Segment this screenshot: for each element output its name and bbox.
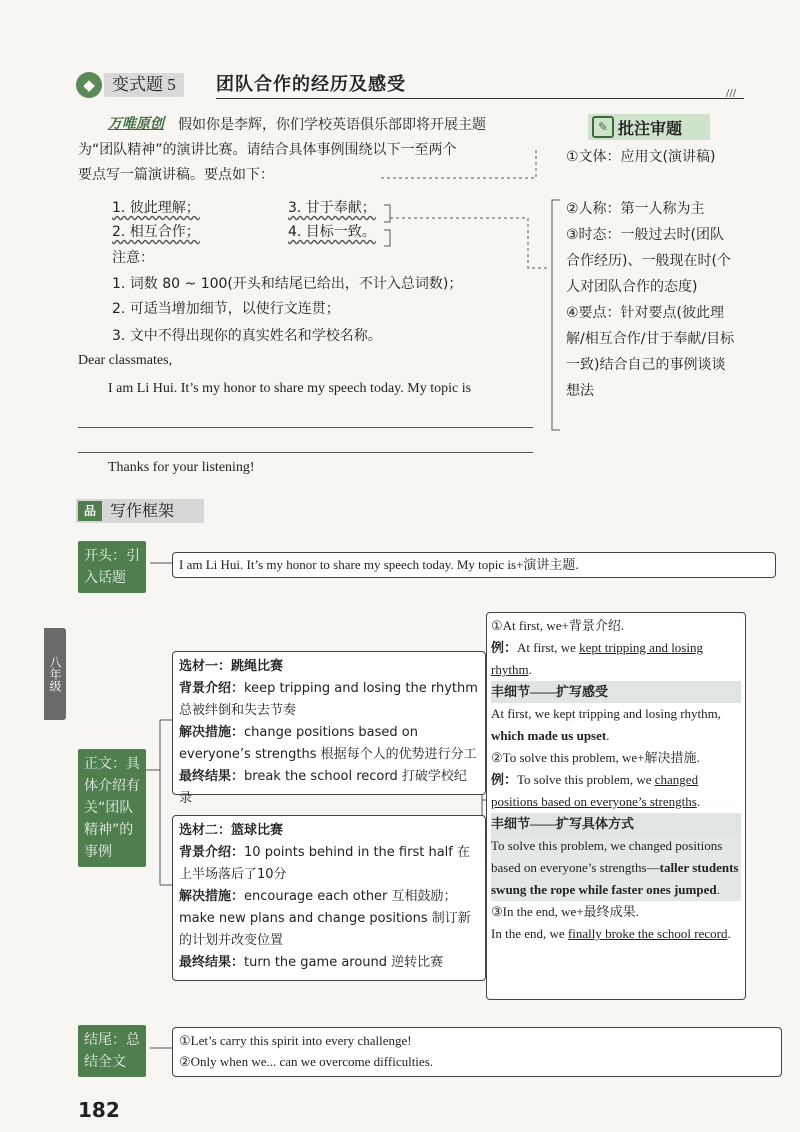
expanded-2-b: taller students swung the rope while faster ones jumped (491, 860, 739, 897)
material-2-title: 选材二：篮球比赛 (179, 823, 284, 838)
point-3: 3. 甘于奉献； (288, 200, 376, 216)
expanded-2-a: To solve this problem, we changed positions based on everyone’s strengths— (491, 838, 723, 875)
pattern-2: ②To solve this problem, we+解决措施. (491, 750, 700, 765)
ending-line-2: ②Only when we... can we overcome difficulties. (179, 1054, 434, 1069)
label-opening: 开头：引入话题 (78, 541, 146, 593)
example-1-a: At first, we (517, 640, 580, 655)
example-2-b: . (696, 794, 701, 809)
detail-heading-2: 丰细节——扩写具体方式 (491, 813, 741, 835)
cube-icon: ◆ (76, 72, 102, 98)
prompt-line-3: 要点写一篇演讲稿。要点如下： (78, 167, 274, 183)
example-3-b: . (727, 926, 731, 941)
note-1: 1. 词数 80 ~ 100(开头和结尾已给出，不计入总词数)； (112, 276, 463, 292)
material-2-result-label: 最终结果： (179, 955, 245, 970)
example-2-underline: changed positions based on everyone’s strengths (491, 772, 699, 809)
material-2-solution: encourage each other 互相鼓励；make new plans and change positions 制订新的计划并改变位置 (179, 889, 471, 948)
speech-closing: Thanks for your listening! (108, 460, 255, 475)
material-1-solution-label: 解决措施： (179, 725, 245, 740)
page-title: 团队合作的经历及感受 (216, 74, 406, 95)
material-1-solution: change positions based on everyone’s strengths 根据每个人的优势进行分工 (179, 725, 477, 762)
material-1-title: 选材一：跳绳比赛 (179, 659, 284, 674)
example-3-a: In the end, we (491, 926, 568, 941)
expanded-1-a: At first, we kept tripping and losing rhythm, (491, 706, 722, 721)
framework-title: 写作框架 (110, 501, 175, 520)
detail-heading-1: 丰细节——扩写感受 (491, 681, 741, 703)
ending-box (172, 1027, 782, 1077)
ending-line-1: ①Let’s carry this spirit into every challenge! (179, 1033, 412, 1048)
pattern-1: ①At first, we+背景介绍. (491, 618, 625, 633)
framework-icon: 品 (78, 501, 102, 521)
material-2-solution-label: 解决措施： (179, 889, 245, 904)
example-1-label: 例： (491, 640, 518, 655)
decorative-ticks: /// (726, 88, 737, 99)
point-1: 1. 彼此理解； (112, 200, 200, 216)
expanded-1-c: . (606, 728, 610, 743)
point-4: 4. 目标一致。 (288, 224, 376, 240)
pattern-3: ③In the end, we+最终成果. (491, 904, 639, 919)
annotation-title: 批注审题 (618, 119, 683, 138)
material-1-result: break the school record 打破学校纪录 (179, 769, 467, 806)
opening-box: I am Li Hui. It’s my honor to share my speech today. My topic is+演讲主题. (172, 552, 776, 578)
material-1-bg-label: 背景介绍： (179, 681, 245, 696)
example-2-label: 例： (491, 772, 518, 787)
material-2-result: turn the game around 逆转比赛 (244, 955, 444, 970)
greeting: Dear classmates, (78, 353, 173, 368)
example-1-b: . (528, 662, 532, 677)
material-1-result-label: 最终结果： (179, 769, 245, 784)
point-2: 2. 相互合作； (112, 224, 200, 240)
grade-side-tab: 八年级 (44, 628, 66, 720)
speech-intro: I am Li Hui. It’s my honor to share my speech today. My topic is (108, 381, 472, 396)
material-1-bg: keep tripping and losing the rhythm 总被绊倒和失去节奏 (179, 681, 478, 718)
annotation-item-2: ②人称：第一人称为主 (566, 201, 705, 217)
prompt-line-1: 假如你是李辉，你们学校英语俱乐部即将开展主题 (178, 117, 486, 133)
page-number: 182 (78, 1098, 120, 1122)
annotation-item-1: ①文体：应用文(演讲稿) (566, 149, 716, 165)
expanded-2-c: . (716, 882, 720, 897)
expanded-1-b: which made us upset (491, 728, 607, 743)
material-1-box (172, 651, 486, 806)
sentence-patterns-box (486, 612, 746, 1000)
example-3-underline: finally broke the school record (567, 926, 728, 941)
variant-tag: 变式题 5 (104, 73, 184, 97)
brand-label: 万唯原创 (108, 116, 164, 132)
example-2-a: To solve this problem, we (517, 772, 655, 787)
example-1-underline: kept tripping and losing rhythm (491, 640, 703, 677)
annotation-item-3: ③时态：一般过去时(团队合作经历)、一般现在时(个人对团队合作的态度) (566, 227, 731, 295)
material-2-bg: 10 points behind in the first half 在上半场落后了10分 (179, 845, 470, 882)
material-2-box (172, 815, 486, 981)
label-ending: 结尾：总结全文 (78, 1025, 146, 1077)
checklist-icon: ✎ (592, 116, 614, 138)
annotation-item-4: ④要点：针对要点(彼此理解/相互合作/甘于奉献/目标一致)结合自己的事例谈谈想法 (566, 305, 735, 399)
label-body: 正文：具体介绍有关“团队精神”的事例 (78, 749, 146, 867)
prompt-line-2: 为“团队精神”的演讲比赛。请结合具体事例围绕以下一至两个 (78, 142, 457, 158)
material-2-bg-label: 背景介绍： (179, 845, 245, 860)
note-2: 2. 可适当增加细节，以使行文连贯； (112, 301, 340, 317)
notes-title: 注意： (112, 250, 154, 266)
note-3: 3. 文中不得出现你的真实姓名和学校名称。 (112, 328, 382, 344)
